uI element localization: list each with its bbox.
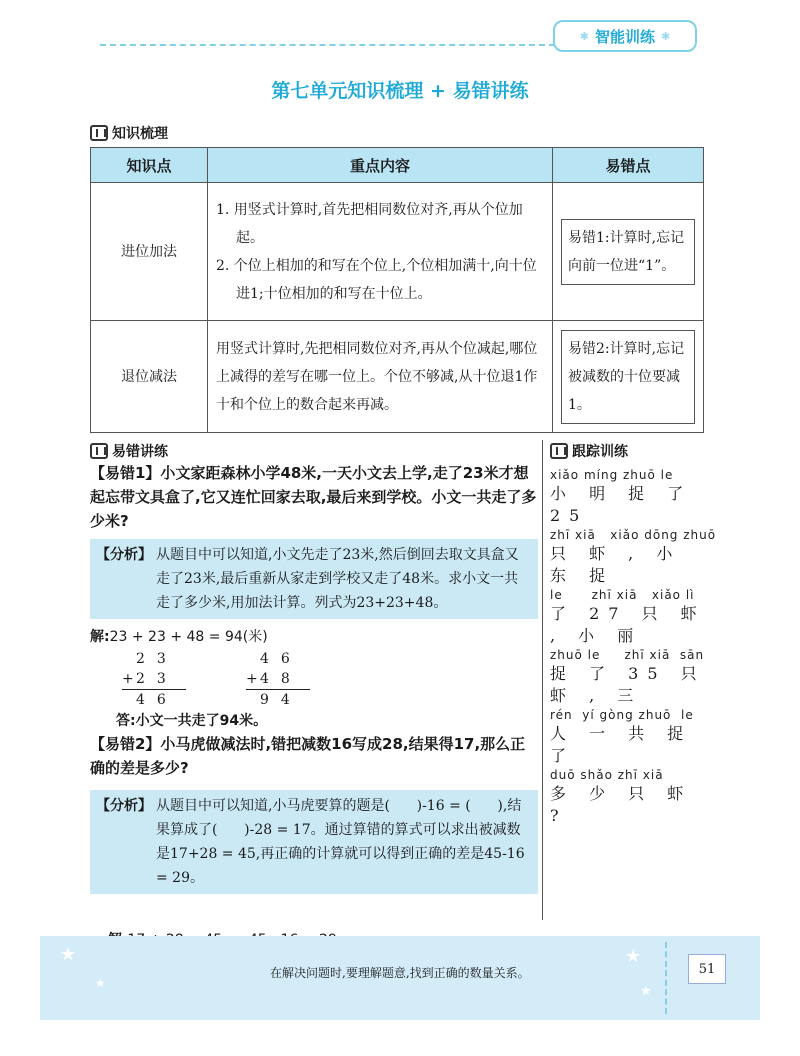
pinyin-line: duō shǎo zhī xiā: [550, 768, 664, 782]
col-header: 知识点: [91, 148, 208, 183]
error-box: 易错2:计算时,忘记被减数的十位要减1。: [561, 330, 695, 424]
key-content: [208, 183, 553, 321]
analysis-text: 从题目中可以知道,小马虎要算的题是( )-16 = ( ),结果算成了( )-28 = 17。通过算错的算式可以求出被减数是17+28 = 45,再正确的计算就可以得到正确的差是45-16 = 29。: [156, 798, 530, 886]
pinyin-line: le zhī xiā xiǎo lì: [550, 588, 695, 602]
star-icon: ★: [625, 946, 642, 967]
calc-bottom: 23: [136, 671, 178, 687]
calc-result: 94: [260, 692, 302, 708]
tracking-section-heading: [550, 441, 710, 461]
answer-1: 答:小文一共走了94米。: [116, 713, 268, 729]
star-icon: ★: [95, 976, 106, 990]
hanzi-line: 小 明 捉 了 25: [550, 484, 693, 525]
star-icon: ✱: [579, 29, 589, 43]
table-row: [91, 183, 704, 321]
practice-section-title: 易错讲练: [112, 444, 168, 460]
hanzi-line: 只 虾 , 小 东 捉: [550, 544, 682, 585]
analysis-label: 【分析】: [96, 547, 152, 563]
analysis-label: 【分析】: [96, 798, 152, 814]
col-header: 易错点: [553, 148, 704, 183]
vertical-calc: [122, 649, 186, 710]
error-point: [553, 321, 704, 433]
calc-op: +: [246, 671, 258, 687]
page-title: 第七单元知识梳理 + 易错讲练: [271, 80, 529, 102]
error-point: [553, 183, 704, 321]
star-icon: ★: [640, 984, 652, 999]
footer-dashed-line: [665, 942, 667, 1014]
topic-name: 进位加法: [91, 183, 208, 321]
star-icon: ✱: [661, 29, 671, 43]
footer-band: [40, 936, 760, 1020]
table-row: [91, 321, 704, 433]
section-tag-label: 智能训练: [594, 27, 655, 46]
topic-name: 退位减法: [91, 321, 208, 433]
calc-top: 23: [136, 651, 178, 667]
practice-section: [90, 441, 538, 976]
question-1: 【易错1】小文家距森林小学48米,一天小文去上学,走了23米才想起忘带文具盒了,它又连忙回家去取,最后来到学校。小文一共走了多少米?: [90, 464, 537, 530]
footer-note: 在解决问题时,要理解题意,找到正确的数量关系。: [270, 966, 530, 980]
book-icon: [90, 443, 108, 459]
tracking-section-title: 跟踪训练: [572, 444, 628, 460]
column-divider: [542, 440, 543, 920]
solution-1: [90, 625, 538, 649]
camera-icon: [550, 443, 568, 459]
pinyin-line: xiǎo míng zhuō le: [550, 468, 674, 482]
solution-text: 23 + 23 + 48 = 94(米): [109, 629, 268, 645]
error-box: 易错1:计算时,忘记向前一位进“1”。: [561, 219, 695, 285]
practice-section-heading: [90, 441, 538, 461]
question-2: 【易错2】小马虎做减法时,错把减数16写成28,结果得17,那么正确的差是多少?: [90, 735, 526, 777]
pinyin-text: [550, 467, 717, 827]
content-item: 1. 用竖式计算时,首先把相同数位对齐,再从个位加起。: [216, 201, 523, 246]
knowledge-table: [90, 147, 704, 433]
hanzi-line: 多 少 只 虾 ?: [550, 784, 693, 825]
hanzi-line: 了 27 只 虾 , 小 丽: [550, 604, 706, 645]
top-dashed-line: [100, 44, 555, 46]
knowledge-section-title: 知识梳理: [112, 126, 168, 142]
hanzi-line: 人 一 共 捉 了: [550, 724, 693, 765]
vertical-calcs: [122, 649, 538, 710]
knowledge-section-heading: [90, 123, 168, 143]
star-icon: ★: [60, 944, 77, 965]
pinyin-line: rén yí gòng zhuō le: [550, 708, 694, 722]
book-icon: [90, 125, 108, 141]
analysis-text: 从题目中可以知道,小文先走了23米,然后倒回去取文具盒又走了23米,最后重新从家走到学校又走了48米。求小文一共走了多少米,用加法计算。列式为23+23+48。: [156, 547, 519, 611]
vertical-calc: [246, 649, 310, 710]
content-item: 用竖式计算时,先把相同数位对齐,再从个位减起,哪位上减得的差写在哪一位上。个位不够减,从十位退1作十和个位上的数合起来再减。: [216, 340, 538, 413]
pinyin-line: zhuō le zhī xiā sān: [550, 648, 705, 662]
analysis-2: [90, 790, 538, 894]
table-header-row: [91, 148, 704, 183]
tracking-section: [550, 441, 717, 827]
col-header: 重点内容: [208, 148, 553, 183]
calc-op: +: [122, 671, 134, 687]
calc-top: 46: [260, 651, 302, 667]
calc-result: 46: [136, 692, 178, 708]
hanzi-line: 捉 了 35 只 虾 , 三: [550, 664, 706, 705]
analysis-1: [90, 539, 538, 619]
pinyin-line: zhī xiā xiǎo dōng zhuō: [550, 528, 717, 542]
page-number: 51: [688, 954, 726, 984]
solution-label: 解:: [90, 629, 110, 645]
calc-bottom: 48: [260, 671, 302, 687]
key-content: [208, 321, 553, 433]
content-item: 2. 个位上相加的和写在个位上,个位相加满十,向十位进1;十位相加的和写在十位上。: [216, 257, 537, 302]
section-tag: [553, 20, 697, 52]
